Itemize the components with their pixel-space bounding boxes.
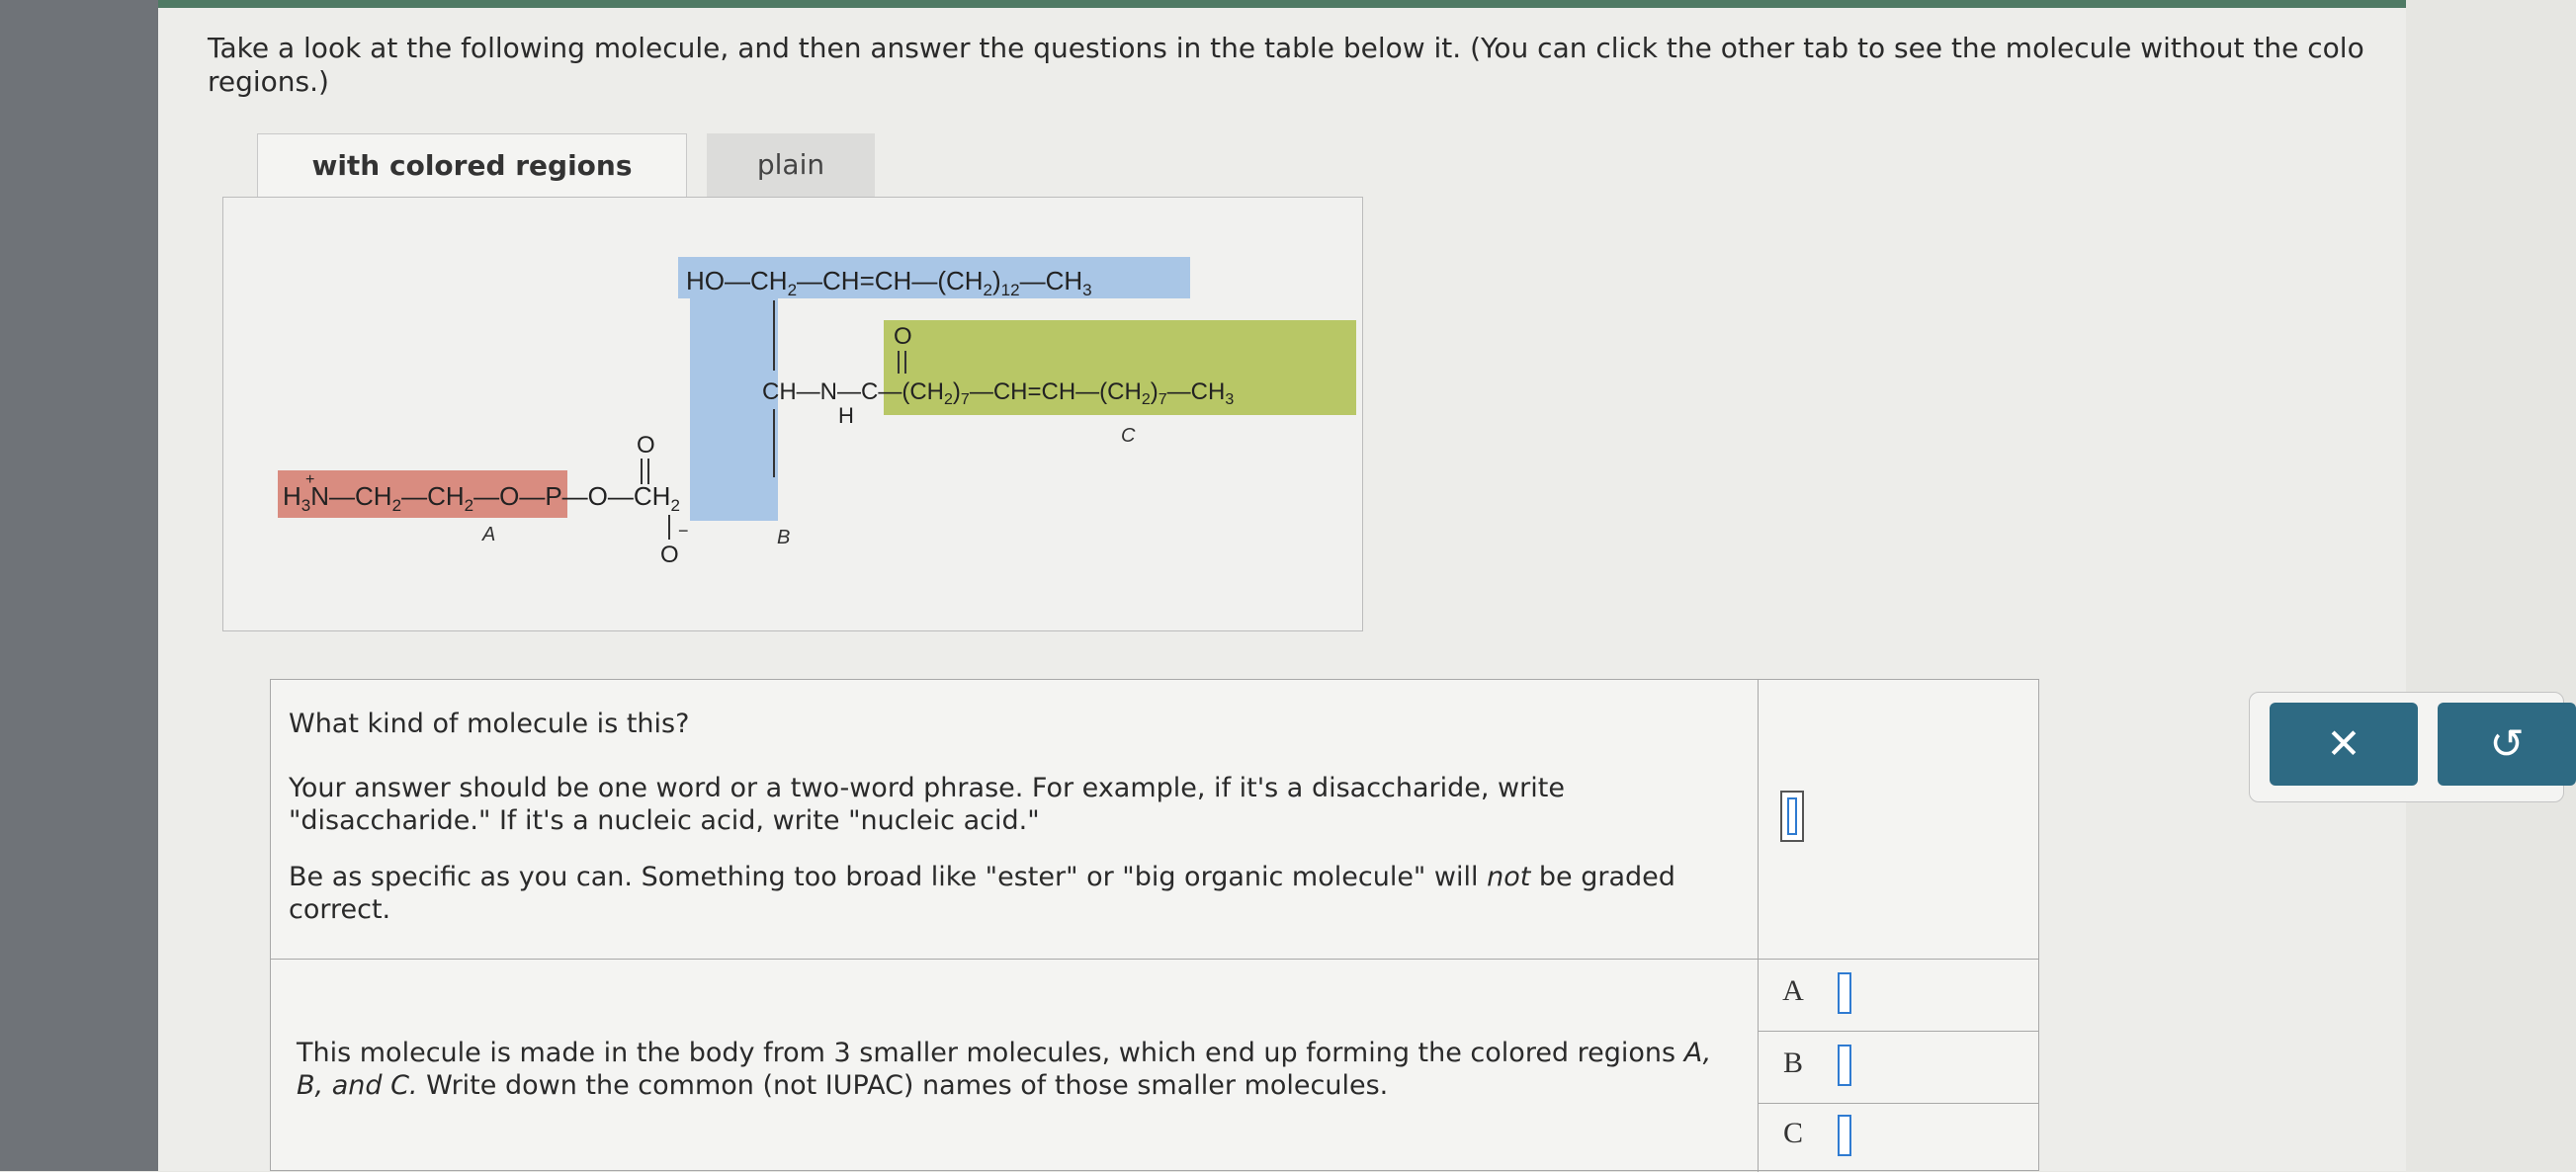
answer-input-c[interactable]: [1838, 1115, 1851, 1156]
answer-label-a: A: [1782, 974, 1804, 1007]
amide-hydrogen: H: [838, 403, 854, 428]
plus-charge: +: [305, 471, 315, 488]
question-2-text: This molecule is made in the body from 3 smaller molecules, which end up forming the colored regions A, B, and C. Write down the common (not IUPAC) names of those smaller molecules.: [297, 1038, 1712, 1101]
answer-input-molecule-type[interactable]: [1780, 791, 1804, 842]
answer-label-c: C: [1782, 1117, 1803, 1149]
undo-button[interactable]: ↺: [2438, 703, 2576, 786]
close-button[interactable]: ✕: [2270, 703, 2418, 786]
top-chain: $HO—CH_2—CH=CH—(CH_2)_{12}—CH_3$: [686, 266, 1092, 299]
carbonyl-oxygen: O: [894, 323, 912, 350]
row-divider-1: [1759, 1031, 2038, 1032]
region-a-label: A: [482, 524, 496, 545]
region-c-label: C: [1121, 425, 1136, 447]
question-1-note: Be as specific as you can. Something too broad like "ester" or "big organic molecule" will not be graded correct.: [289, 862, 1675, 925]
question-1-instructions: Your answer should be one word or a two-word phrase. For example, if it's a disaccharide, write "disaccharide." If it's a nucleic acid, write "nucleic acid.": [289, 773, 1565, 836]
answer-label-b: B: [1782, 1046, 1803, 1079]
phosphate-chain: $H_3N—CH_2—CH_2—O—P—O—CH_2$: [283, 481, 680, 515]
question-2-cell: [271, 960, 1759, 1172]
answer-input-b[interactable]: [1838, 1045, 1851, 1086]
amide-chain: $CH—N—C—(CH_2)_7—CH=CH—(CH_2)_7—CH_3$: [762, 378, 1235, 408]
tab-plain[interactable]: plain: [707, 133, 875, 197]
question-1-cell: [271, 680, 1759, 960]
row-divider-2: [1759, 1103, 2038, 1104]
top-strip: [158, 0, 2406, 8]
minus-charge: −: [678, 521, 689, 541]
molecule-diagram: [223, 198, 1362, 630]
intro-text: Take a look at the following molecule, and then answer the questions in the table below it. (You can click the other tab to see the molecule without the colo regions.): [208, 32, 2364, 98]
molecule-figure: [222, 197, 1363, 631]
question-1-answer-cell: [1759, 680, 2038, 960]
question-table: [270, 679, 2039, 1171]
left-sidebar: [0, 0, 158, 1171]
region-b-label: B: [777, 527, 791, 548]
page: [158, 0, 2525, 1171]
question-2-answer-cell: [1759, 960, 2038, 1172]
answer-input-a[interactable]: [1838, 972, 1851, 1014]
question-1-title: What kind of molecule is this?: [289, 709, 690, 739]
phosphate-lower-oxygen: O: [660, 542, 679, 568]
action-buttons: [2249, 692, 2564, 802]
tab-with-colored-regions[interactable]: with colored regions: [257, 133, 687, 197]
phosphoryl-oxygen: O: [637, 432, 655, 459]
